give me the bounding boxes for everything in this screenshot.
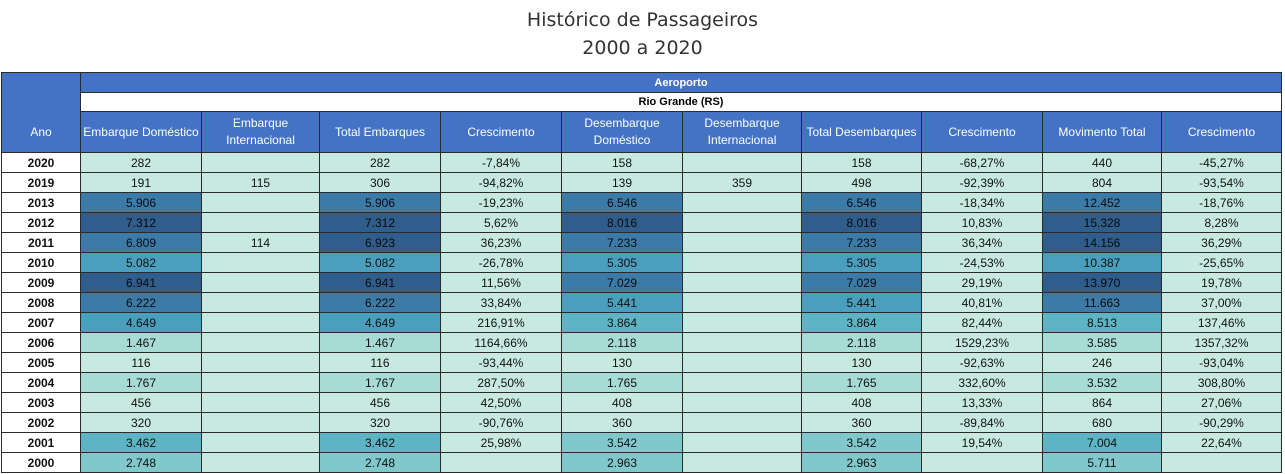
data-cell: 36,34% <box>922 233 1043 253</box>
data-cell: 5.305 <box>562 253 683 273</box>
data-cell <box>202 293 320 313</box>
data-cell <box>683 453 802 473</box>
data-cell: 680 <box>1043 413 1162 433</box>
data-cell: 287,50% <box>441 373 562 393</box>
data-cell: 332,60% <box>922 373 1043 393</box>
data-cell: 158 <box>802 153 922 173</box>
data-cell: 5.441 <box>802 293 922 313</box>
data-cell: 19,78% <box>1162 273 1282 293</box>
data-cell: 158 <box>562 153 683 173</box>
data-cell <box>202 313 320 333</box>
data-cell: -90,76% <box>441 413 562 433</box>
data-cell: 11,56% <box>441 273 562 293</box>
data-cell <box>441 453 562 473</box>
data-cell: 36,29% <box>1162 233 1282 253</box>
year-cell: 2008 <box>2 293 81 313</box>
data-cell <box>683 313 802 333</box>
data-cell: 1164,66% <box>441 333 562 353</box>
report-title-line2: 2000 a 2020 <box>582 37 703 59</box>
column-header: Total Desembarques <box>802 112 922 153</box>
table-row <box>2 453 1282 473</box>
data-cell: -7,84% <box>441 153 562 173</box>
data-cell: 3.864 <box>562 313 683 333</box>
year-cell: 2001 <box>2 433 81 453</box>
data-cell: 191 <box>81 173 202 193</box>
data-cell: 130 <box>562 353 683 373</box>
year-cell: 2010 <box>2 253 81 273</box>
data-cell: 1357,32% <box>1162 333 1282 353</box>
data-cell: 8.016 <box>562 213 683 233</box>
data-cell: 2.748 <box>81 453 202 473</box>
data-cell: 1.767 <box>320 373 441 393</box>
year-cell: 2007 <box>2 313 81 333</box>
passenger-history-table <box>1 72 1282 473</box>
year-cell: 2019 <box>2 173 81 193</box>
data-cell: -45,27% <box>1162 153 1282 173</box>
data-cell: 6.546 <box>562 193 683 213</box>
column-header: Embarque Internacional <box>202 112 320 153</box>
data-cell: 246 <box>1043 353 1162 373</box>
data-cell <box>202 253 320 273</box>
data-cell: -93,54% <box>1162 173 1282 193</box>
data-cell: 11.663 <box>1043 293 1162 313</box>
table-row <box>2 373 1282 393</box>
data-cell <box>683 153 802 173</box>
data-cell <box>202 153 320 173</box>
table-row <box>2 233 1282 253</box>
table-row <box>2 433 1282 453</box>
data-cell: 8,28% <box>1162 213 1282 233</box>
table-row <box>2 313 1282 333</box>
table-row <box>2 173 1282 193</box>
data-cell <box>202 433 320 453</box>
data-cell <box>202 413 320 433</box>
data-cell: -25,65% <box>1162 253 1282 273</box>
data-cell: 3.462 <box>320 433 441 453</box>
data-cell: 2.118 <box>562 333 683 353</box>
data-cell: 306 <box>320 173 441 193</box>
data-cell: -26,78% <box>441 253 562 273</box>
data-cell: 440 <box>1043 153 1162 173</box>
data-cell <box>202 393 320 413</box>
data-cell: 27,06% <box>1162 393 1282 413</box>
data-cell: 1529,23% <box>922 333 1043 353</box>
column-header: Crescimento <box>441 112 562 153</box>
data-cell: 137,46% <box>1162 313 1282 333</box>
data-cell: 6.546 <box>802 193 922 213</box>
table-row <box>2 353 1282 373</box>
data-cell <box>683 333 802 353</box>
data-cell: 82,44% <box>922 313 1043 333</box>
data-cell: 13,33% <box>922 393 1043 413</box>
data-cell <box>683 253 802 273</box>
data-cell: 359 <box>683 173 802 193</box>
column-header: Crescimento <box>1162 112 1282 153</box>
data-cell: 3.462 <box>81 433 202 453</box>
data-cell: 408 <box>802 393 922 413</box>
data-cell <box>683 293 802 313</box>
column-header: Desembarque Doméstico <box>562 112 683 153</box>
data-cell <box>202 453 320 473</box>
data-cell <box>202 333 320 353</box>
data-cell: -18,34% <box>922 193 1043 213</box>
table-row <box>2 293 1282 313</box>
airport-name-header: Rio Grande (RS) <box>81 93 1282 112</box>
data-cell: 25,98% <box>441 433 562 453</box>
data-cell: -90,29% <box>1162 413 1282 433</box>
data-cell: 5.305 <box>802 253 922 273</box>
data-cell <box>202 273 320 293</box>
year-cell: 2004 <box>2 373 81 393</box>
data-cell: 1.765 <box>802 373 922 393</box>
data-cell: 360 <box>562 413 683 433</box>
data-cell <box>683 193 802 213</box>
data-cell: 5,62% <box>441 213 562 233</box>
year-cell: 2006 <box>2 333 81 353</box>
year-cell: 2011 <box>2 233 81 253</box>
table-row <box>2 153 1282 173</box>
data-cell <box>1162 453 1282 473</box>
data-cell: 3.864 <box>802 313 922 333</box>
data-cell: 320 <box>81 413 202 433</box>
data-cell: 408 <box>562 393 683 413</box>
data-cell: 116 <box>81 353 202 373</box>
data-cell: 36,23% <box>441 233 562 253</box>
column-header-ano: Ano <box>2 73 81 153</box>
data-cell: 19,54% <box>922 433 1043 453</box>
year-cell: 2005 <box>2 353 81 373</box>
data-cell: 2.963 <box>802 453 922 473</box>
data-cell <box>683 273 802 293</box>
data-cell: 130 <box>802 353 922 373</box>
data-cell: 6.923 <box>320 233 441 253</box>
data-cell: 12.452 <box>1043 193 1162 213</box>
data-cell: 7.233 <box>802 233 922 253</box>
data-cell: 15.328 <box>1043 213 1162 233</box>
data-cell: 282 <box>81 153 202 173</box>
column-header: Total Embarques <box>320 112 441 153</box>
data-cell: 5.082 <box>81 253 202 273</box>
data-cell <box>202 353 320 373</box>
data-cell: 308,80% <box>1162 373 1282 393</box>
column-header: Embarque Doméstico <box>81 112 202 153</box>
data-cell: 3.585 <box>1043 333 1162 353</box>
data-cell: 456 <box>320 393 441 413</box>
data-cell: 8.513 <box>1043 313 1162 333</box>
group-header-aeroporto: Aeroporto <box>81 73 1282 93</box>
data-cell: 864 <box>1043 393 1162 413</box>
data-cell: 3.532 <box>1043 373 1162 393</box>
data-cell <box>683 213 802 233</box>
data-cell: 360 <box>802 413 922 433</box>
year-cell: 2009 <box>2 273 81 293</box>
year-cell: 2002 <box>2 413 81 433</box>
data-cell: 7.312 <box>320 213 441 233</box>
year-cell: 2003 <box>2 393 81 413</box>
data-cell: 116 <box>320 353 441 373</box>
data-cell: 2.963 <box>562 453 683 473</box>
data-cell: 7.233 <box>562 233 683 253</box>
data-cell: -94,82% <box>441 173 562 193</box>
data-cell <box>202 213 320 233</box>
table-row <box>2 213 1282 233</box>
data-cell: 3.542 <box>562 433 683 453</box>
data-cell <box>683 433 802 453</box>
data-cell <box>202 373 320 393</box>
data-cell: 1.765 <box>562 373 683 393</box>
data-cell: 1.767 <box>81 373 202 393</box>
data-cell: -93,44% <box>441 353 562 373</box>
table-row <box>2 393 1282 413</box>
data-cell <box>683 233 802 253</box>
data-cell: 216,91% <box>441 313 562 333</box>
data-cell: -18,76% <box>1162 193 1282 213</box>
data-cell: 5.711 <box>1043 453 1162 473</box>
data-cell: 2.748 <box>320 453 441 473</box>
data-cell: 5.441 <box>562 293 683 313</box>
report-title-line1: Histórico de Passageiros <box>526 9 759 31</box>
data-cell: 10.387 <box>1043 253 1162 273</box>
data-cell: -24,53% <box>922 253 1043 273</box>
data-cell <box>683 393 802 413</box>
data-cell: 4.649 <box>320 313 441 333</box>
data-cell: 29,19% <box>922 273 1043 293</box>
data-cell: 22,64% <box>1162 433 1282 453</box>
data-cell: 13.970 <box>1043 273 1162 293</box>
data-cell: 114 <box>202 233 320 253</box>
data-cell <box>683 353 802 373</box>
year-cell: 2020 <box>2 153 81 173</box>
data-cell <box>683 413 802 433</box>
data-cell: 5.906 <box>320 193 441 213</box>
data-cell: 3.542 <box>802 433 922 453</box>
data-cell: 320 <box>320 413 441 433</box>
data-cell: 7.004 <box>1043 433 1162 453</box>
data-cell <box>922 453 1043 473</box>
data-cell: -68,27% <box>922 153 1043 173</box>
data-cell: 7.029 <box>562 273 683 293</box>
data-cell <box>202 193 320 213</box>
data-cell: 6.941 <box>320 273 441 293</box>
data-cell: 7.312 <box>81 213 202 233</box>
data-cell: 40,81% <box>922 293 1043 313</box>
data-cell: -19,23% <box>441 193 562 213</box>
data-cell: -93,04% <box>1162 353 1282 373</box>
data-cell: 37,00% <box>1162 293 1282 313</box>
data-cell: 7.029 <box>802 273 922 293</box>
data-cell: -92,63% <box>922 353 1043 373</box>
data-cell: 42,50% <box>441 393 562 413</box>
column-header: Desembarque Internacional <box>683 112 802 153</box>
table-row <box>2 193 1282 213</box>
data-cell: 6.809 <box>81 233 202 253</box>
data-cell: 5.906 <box>81 193 202 213</box>
year-cell: 2012 <box>2 213 81 233</box>
data-cell: 115 <box>202 173 320 193</box>
data-cell: 10,83% <box>922 213 1043 233</box>
table-row <box>2 333 1282 353</box>
data-cell: -89,84% <box>922 413 1043 433</box>
data-cell: 139 <box>562 173 683 193</box>
year-cell: 2000 <box>2 453 81 473</box>
data-cell: 456 <box>81 393 202 413</box>
data-cell: -92,39% <box>922 173 1043 193</box>
table-row <box>2 413 1282 433</box>
data-cell: 2.118 <box>802 333 922 353</box>
data-cell: 4.649 <box>81 313 202 333</box>
data-cell: 1.467 <box>320 333 441 353</box>
column-header: Movimento Total <box>1043 112 1162 153</box>
data-cell: 8.016 <box>802 213 922 233</box>
table-row <box>2 253 1282 273</box>
data-cell: 6.222 <box>320 293 441 313</box>
data-cell: 282 <box>320 153 441 173</box>
data-cell: 5.082 <box>320 253 441 273</box>
data-cell: 14.156 <box>1043 233 1162 253</box>
data-cell: 498 <box>802 173 922 193</box>
data-cell <box>683 373 802 393</box>
table-row <box>2 273 1282 293</box>
data-cell: 804 <box>1043 173 1162 193</box>
year-cell: 2013 <box>2 193 81 213</box>
data-cell: 6.941 <box>81 273 202 293</box>
column-header: Crescimento <box>922 112 1043 153</box>
data-cell: 1.467 <box>81 333 202 353</box>
data-cell: 6.222 <box>81 293 202 313</box>
data-cell: 33,84% <box>441 293 562 313</box>
